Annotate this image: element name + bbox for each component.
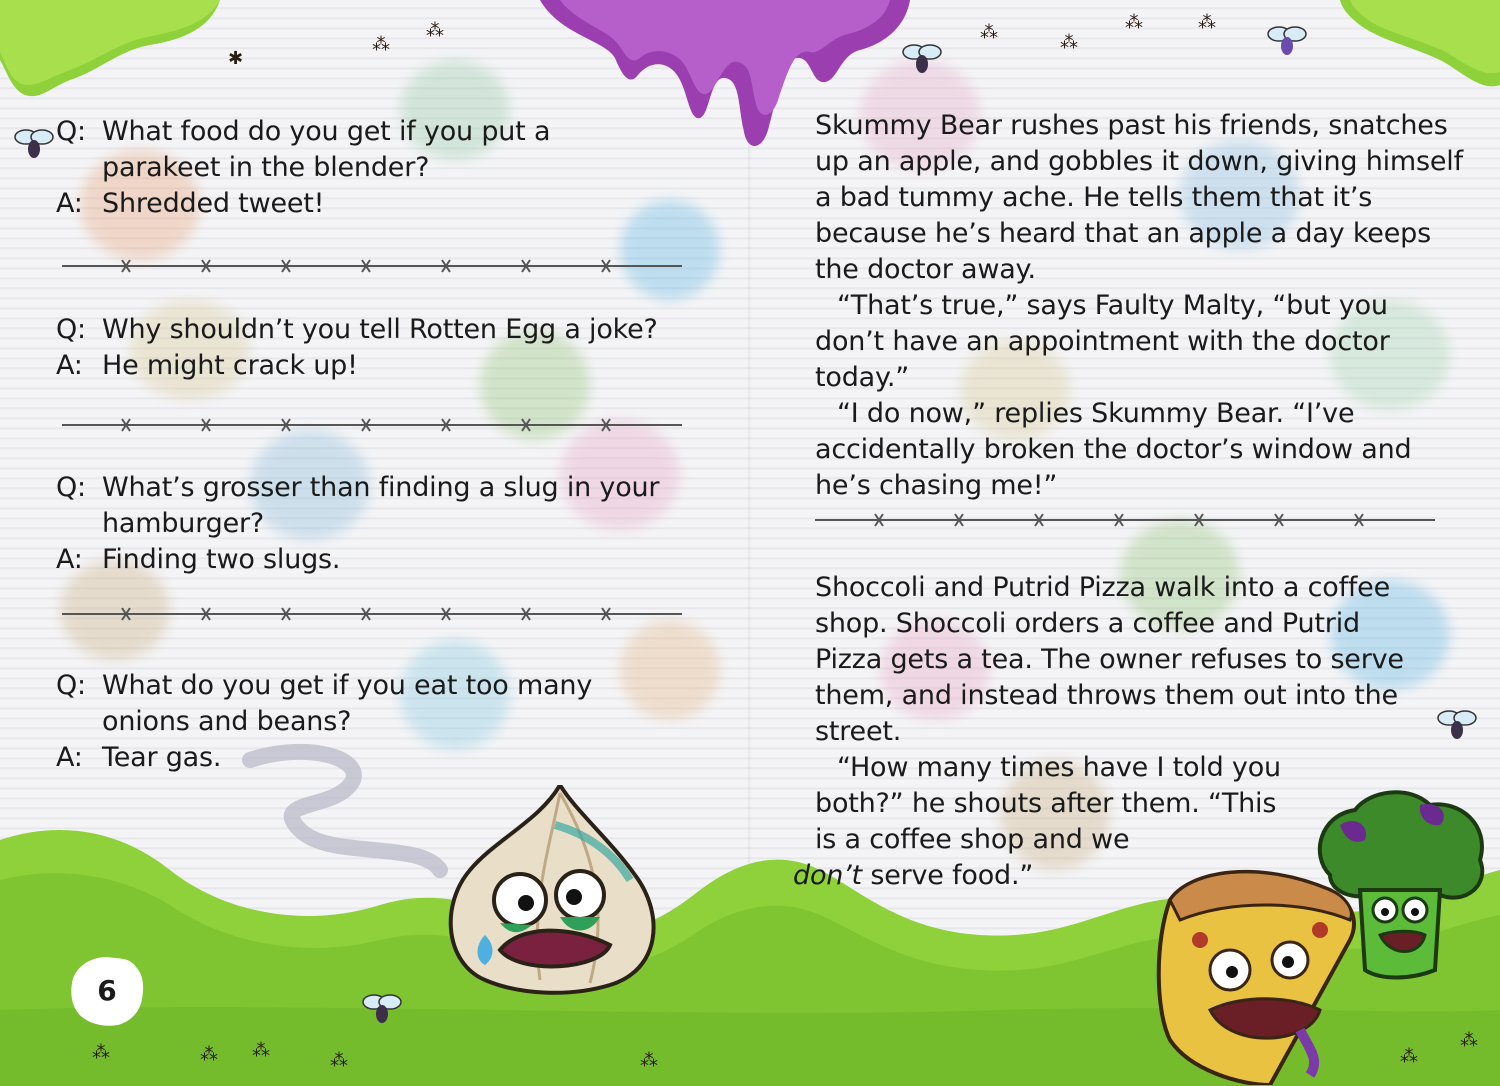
answer-label: A: — [56, 188, 83, 219]
joke-block — [56, 312, 696, 384]
question-label: Q: — [56, 472, 86, 503]
question-text: What do you get if you eat too many onions and beans? — [102, 670, 593, 737]
barbed-wire-divider — [62, 604, 682, 624]
barbed-wire-divider — [62, 256, 682, 276]
question-text: What food do you get if you put a parakeet in the blender? — [102, 116, 551, 183]
story-paragraph: “I do now,” replies Skummy Bear. “I’ve accidentally broken the doctor’s window and he’s chasing me!” — [815, 398, 1412, 501]
answer-text: Shredded tweet! — [102, 188, 325, 219]
answer-text: Tear gas. — [102, 742, 222, 773]
emphasis-text: don’t — [793, 860, 862, 891]
page-number — [68, 955, 146, 1027]
fly-icon — [1265, 22, 1309, 62]
fly-icon — [360, 990, 404, 1030]
story-skummy-bear — [815, 108, 1465, 504]
ant-icon: ⁂ — [200, 1044, 218, 1065]
story-text: “How many times have I told you both?” he shouts after them. “This is a coffee shop and we — [815, 752, 1281, 855]
question-label: Q: — [56, 670, 86, 701]
ant-icon: ⁂ — [1125, 12, 1143, 33]
story-paragraph: “That’s true,” says Faulty Malty, “but you don’t have an appointment with the doctor today.” — [815, 290, 1390, 393]
question-label: Q: — [56, 116, 86, 147]
barbed-wire-divider — [815, 510, 1435, 530]
joke-block — [56, 668, 696, 776]
ant-icon: ⁂ — [1460, 1030, 1478, 1051]
top-left-slime — [0, 0, 230, 110]
page-number-text: 6 — [97, 974, 117, 1007]
ant-icon: ⁂ — [92, 1042, 110, 1063]
question-label: Q: — [56, 314, 86, 345]
ant-icon: ⁂ — [640, 1050, 658, 1071]
fly-icon — [12, 125, 56, 165]
ant-icon: ⁂ — [980, 22, 998, 43]
ant-icon: ⁂ — [330, 1050, 348, 1071]
story-paragraph: Shoccoli and Putrid Pizza walk into a coffee shop. Shoccoli orders a coffee and Putrid Pizza gets a tea. The owner refuses to serve them, and instead throws them out into the street. — [815, 572, 1404, 747]
ant-icon: ⁂ — [1060, 32, 1078, 53]
joke-block — [56, 114, 696, 222]
question-text: What’s grosser than finding a slug in your hamburger? — [102, 472, 660, 539]
crying-onion-character — [440, 785, 670, 995]
ant-icon: ⁂ — [426, 20, 444, 41]
ant-icon: ⁂ — [372, 34, 390, 55]
story-text: serve food.” — [861, 860, 1034, 891]
story-paragraph: Skummy Bear rushes past his friends, snatches up an apple, and gobbles it down, giving himself a bad tummy ache. He tells them that it’s because he’s heard that an apple a day keeps the doctor away. — [815, 110, 1463, 285]
joke-block — [56, 470, 696, 578]
ant-icon: ⁂ — [1198, 12, 1216, 33]
answer-text: Finding two slugs. — [102, 544, 341, 575]
ant-icon: ⁂ — [252, 1040, 270, 1061]
story-coffee-shop — [793, 570, 1405, 894]
fly-icon — [1435, 706, 1479, 746]
beetle-icon: ✱ — [228, 48, 244, 69]
ant-icon: ⁂ — [1400, 1046, 1418, 1067]
answer-label: A: — [56, 544, 83, 575]
answer-text: He might crack up! — [102, 350, 358, 381]
barbed-wire-divider — [62, 415, 682, 435]
answer-label: A: — [56, 350, 83, 381]
story-paragraph — [793, 750, 1295, 894]
fly-icon — [900, 40, 944, 80]
question-text: Why shouldn’t you tell Rotten Egg a joke? — [102, 314, 658, 345]
answer-label: A: — [56, 742, 83, 773]
top-right-slime — [1330, 0, 1500, 100]
